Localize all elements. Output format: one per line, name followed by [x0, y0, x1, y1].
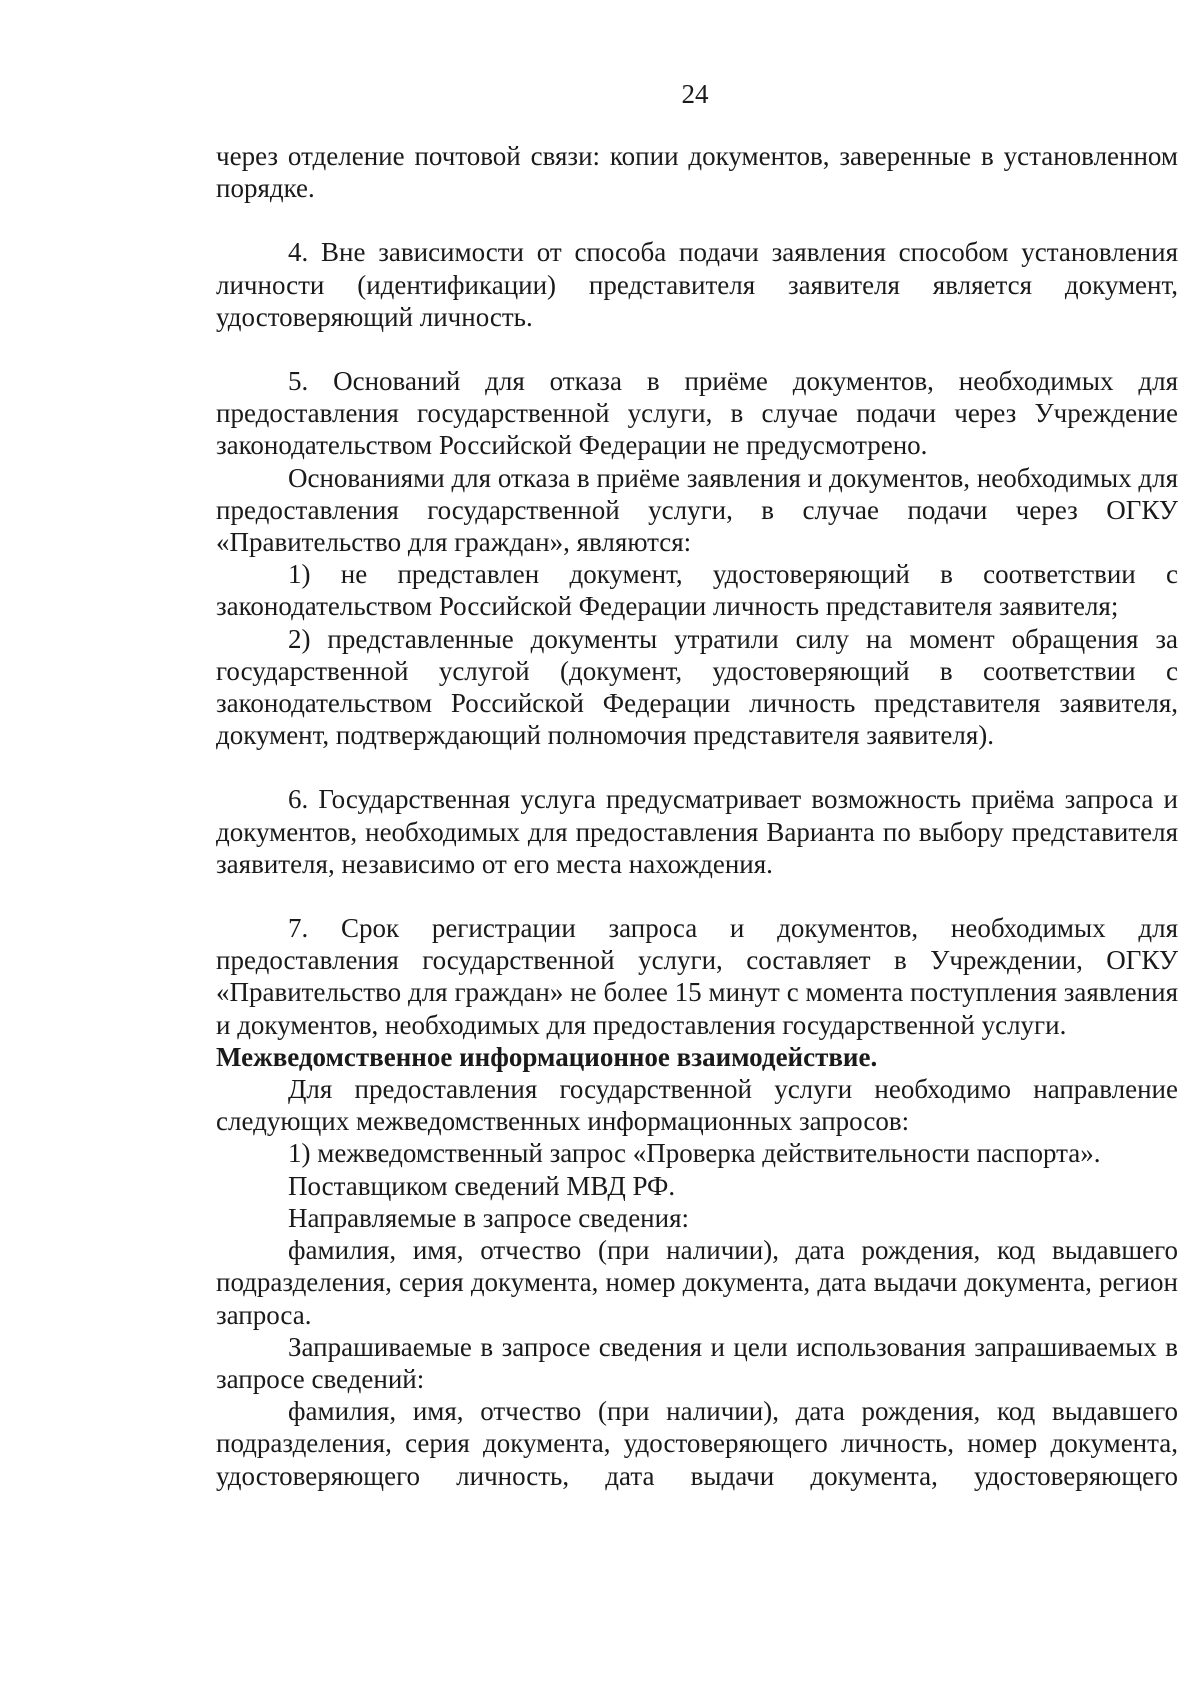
paragraph-refusal-2: 2) представленные документы утратили силу на момент обращения за государственной услугой (документ, удостоверяющий в соответствии с законодательством Российской Федерации личность представителя заявителя, документ, подтверждающий полномочия представителя заявителя).	[216, 623, 1178, 751]
paragraph-item-4: 4. Вне зависимости от способа подачи заявления способом установления личности (идентификации) представителя заявителя является документ, удостоверяющий личность.	[216, 237, 1178, 332]
paragraph-postal-copies: через отделение почтовой связи: копии документов, заверенные в установленном порядке.	[216, 141, 1178, 204]
paragraph-gap	[216, 880, 1178, 912]
paragraph-sent-data-label: Направляемые в запросе сведения:	[288, 1202, 689, 1233]
paragraph-provider: Поставщиком сведений МВД РФ.	[288, 1170, 676, 1201]
page-number: 24	[681, 79, 709, 109]
paragraph-sent-data: фамилия, имя, отчество (при наличии), дата рождения, код выдавшего подразделения, серия документа, номер документа, дата выдачи документа, регион запроса.	[216, 1235, 1178, 1330]
paragraph-item-7: 7. Срок регистрации запроса и документов, необходимых для предоставления государственной услуги, составляет в Учреждении, ОГКУ «Правительство для граждан» не более 15 минут с момента поступления заявления и документов, необходимых для предоставления государственной услуги.	[216, 913, 1178, 1040]
paragraph-item-5: 5. Оснований для отказа в приёме документов, необходимых для предоставления государственной услуги, в случае подачи через Учреждение законодательством Российской Федерации не предусмотрено.	[216, 366, 1178, 461]
paragraph-refusal-grounds: Основаниями для отказа в приёме заявления и документов, необходимых для предоставления государственной услуги, в случае подачи через ОГКУ «Правительство для граждан», являются:	[216, 462, 1178, 558]
paragraph-interagency-intro: Для предоставления государственной услуги необходимо направление следующих межведомственных информационных запросов:	[216, 1074, 1178, 1137]
paragraph-requested-data-label: Запрашиваемые в запросе сведения и цели использования запрашиваемых в запросе сведений:	[216, 1331, 1178, 1394]
paragraph-refusal-1: 1) не представлен документ, удостоверяющий в соответствии с законодательством Российской Федерации личность представителя заявителя;	[216, 559, 1178, 622]
paragraph-item-6: 6. Государственная услуга предусматривает возможность приёма запроса и документов, необходимых для предоставления Варианта по выбору представителя заявителя, независимо от его места нахождения.	[216, 784, 1178, 879]
paragraph-gap	[216, 333, 1178, 365]
document-body	[216, 140, 1178, 1492]
paragraph-gap	[216, 204, 1178, 236]
paragraph-requested-data: фамилия, имя, отчество (при наличии), дата рождения, код выдавшего подразделения, серия документа, удостоверяющего личность, номер документа, удостоверяющего личность, дата выдачи документа, удостоверяющего	[216, 1396, 1178, 1491]
paragraph-gap	[216, 751, 1178, 783]
paragraph-request-1: 1) межведомственный запрос «Проверка действительности паспорта».	[288, 1138, 1101, 1169]
section-heading: Межведомственное информационное взаимодействие.	[216, 1041, 878, 1072]
